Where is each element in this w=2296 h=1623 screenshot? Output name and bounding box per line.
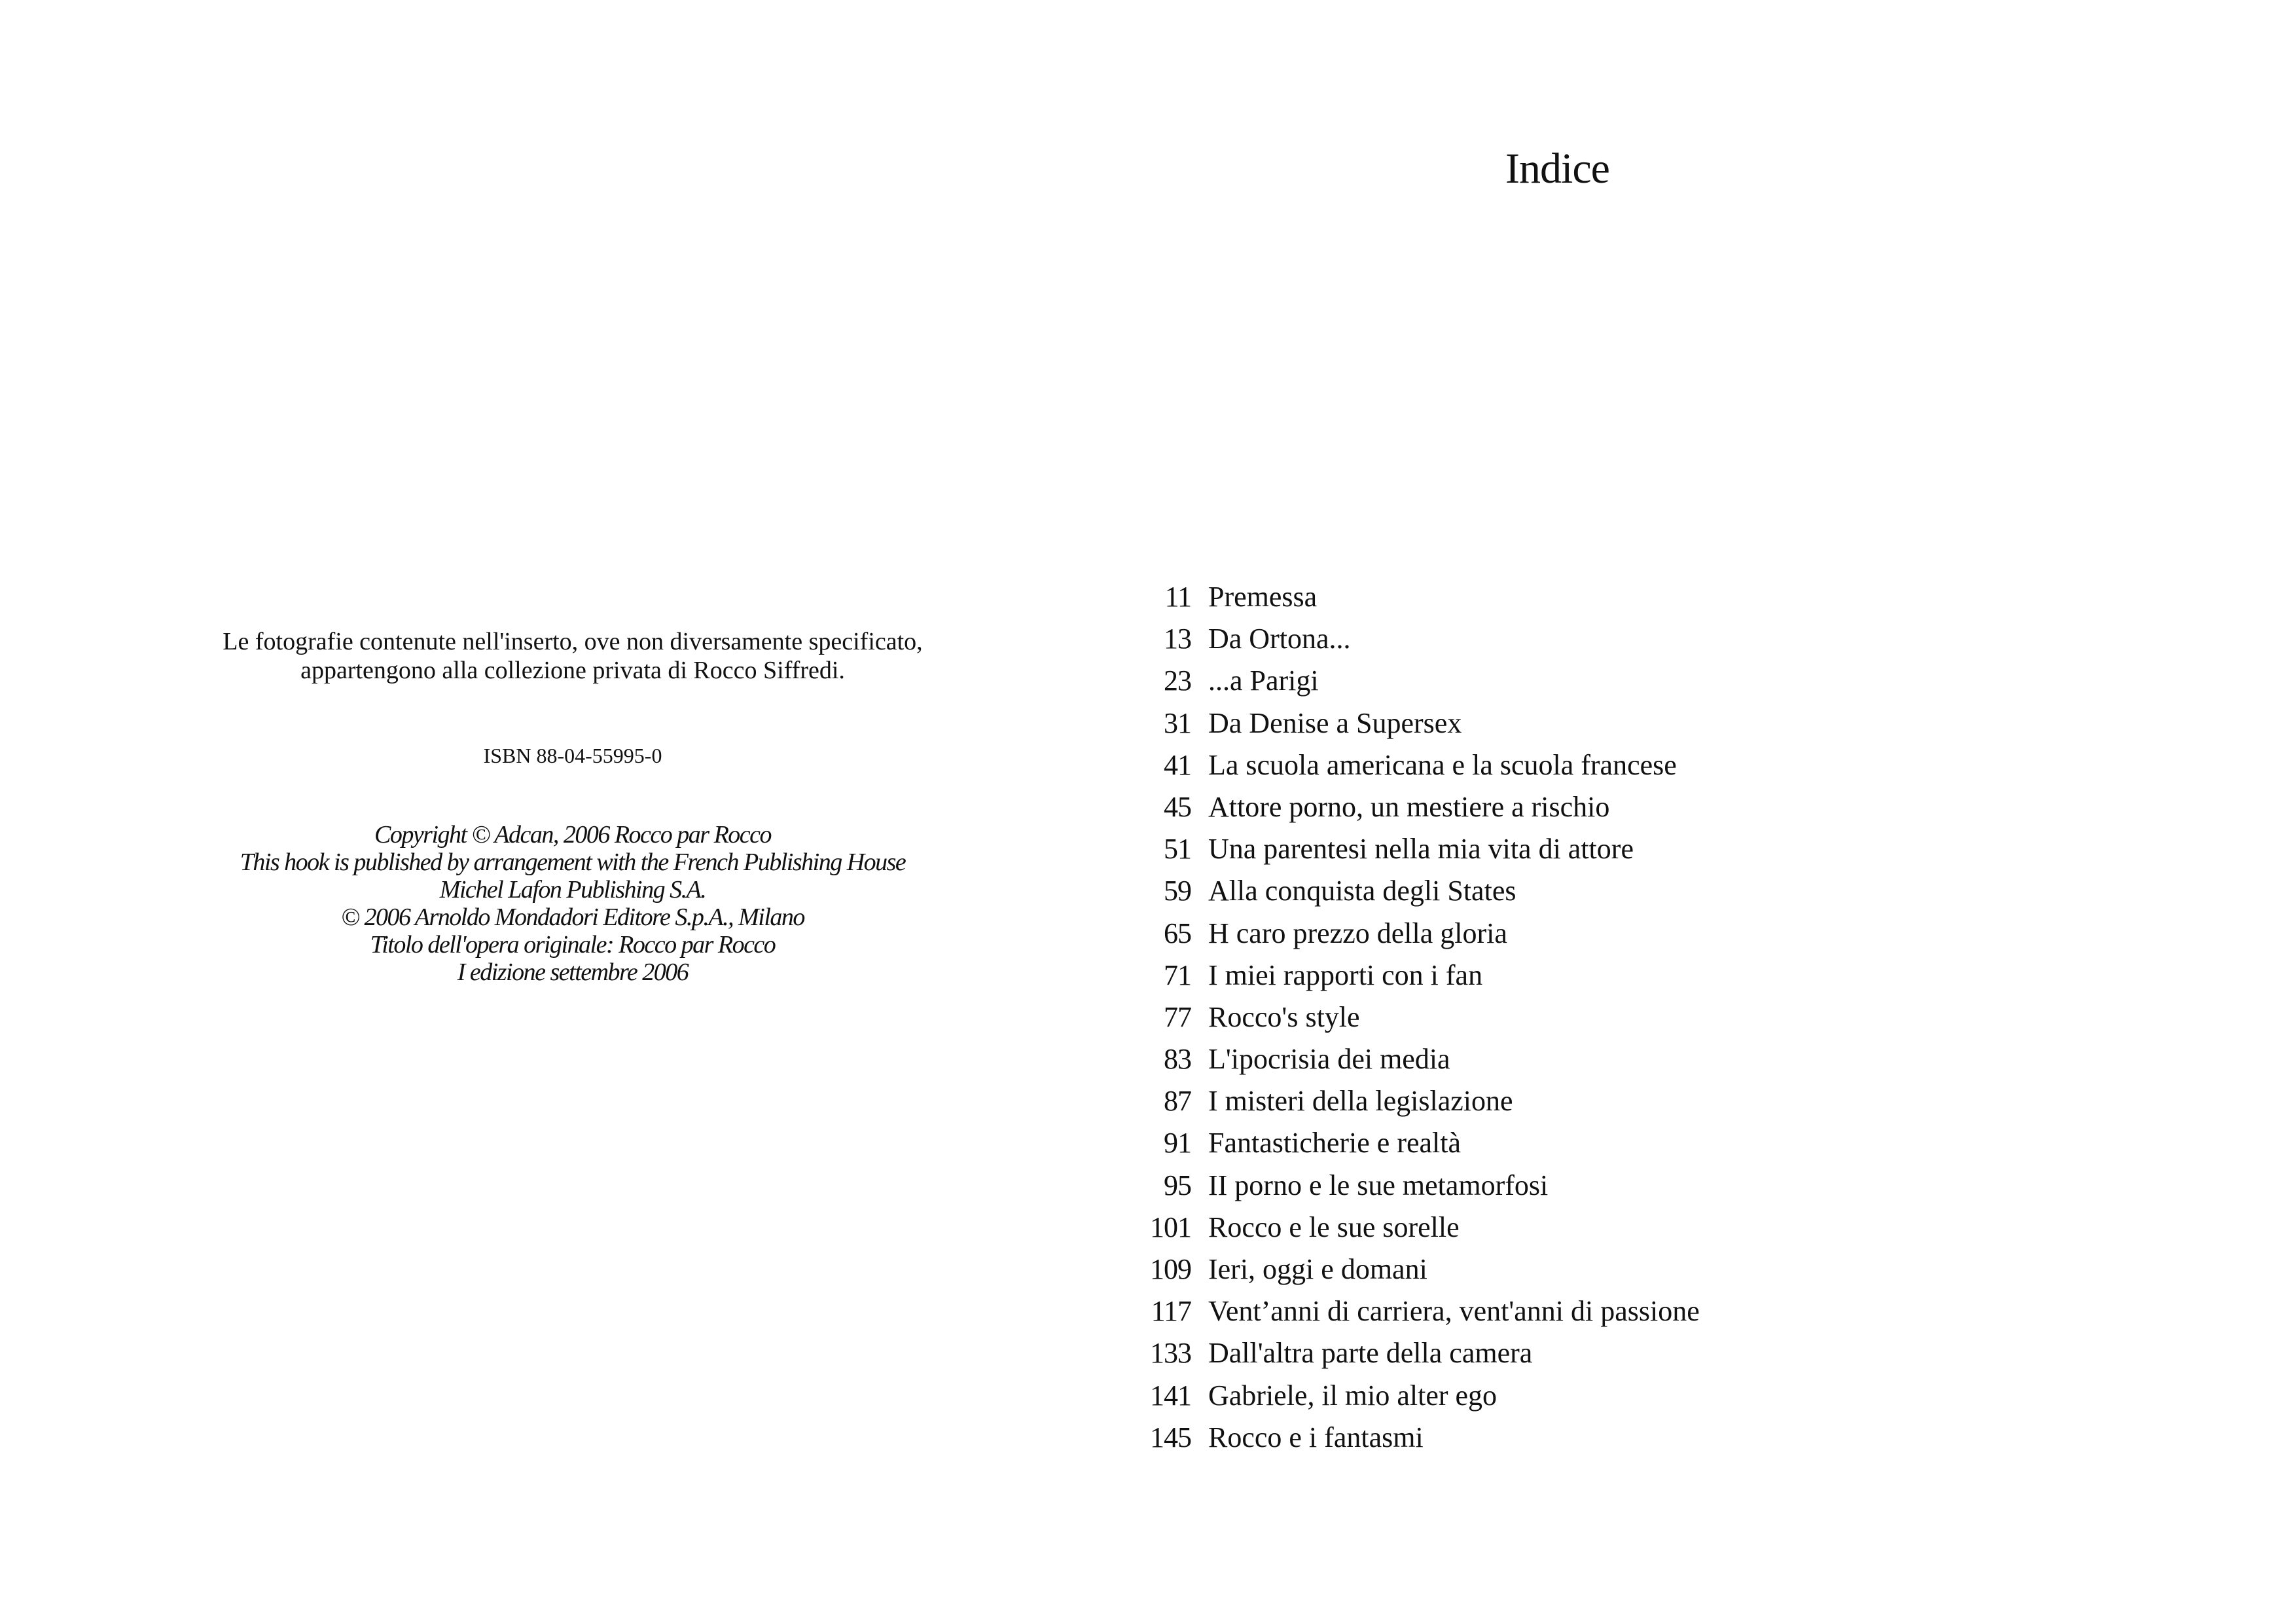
toc-chapter-title: Premessa xyxy=(1208,581,1318,613)
toc-chapter-title: H caro prezzo della gloria xyxy=(1208,917,1507,949)
copyright-notice xyxy=(164,821,982,986)
toc-chapter-title: Attore porno, un mestiere a rischio xyxy=(1208,790,1610,823)
toc-chapter-title: Rocco's style xyxy=(1208,1000,1360,1033)
toc-page-number: 117 xyxy=(1151,1295,1191,1328)
isbn-number xyxy=(164,742,982,769)
toc-chapter-title: Una parentesi nella mia vita di attore xyxy=(1208,833,1634,866)
toc-entry xyxy=(1113,1080,1964,1122)
isbn-text: ISBN 88-04-55995-0 xyxy=(483,744,662,767)
toc-chapter-title: Fantasticherie e realtà xyxy=(1208,1127,1462,1159)
toc-entry xyxy=(1113,996,1964,1038)
toc-page-number: 71 xyxy=(1164,958,1191,991)
toc-page-number: 145 xyxy=(1150,1421,1191,1453)
toc-page-number: 101 xyxy=(1150,1211,1191,1243)
toc-chapter-title: Rocco e le sue sorelle xyxy=(1208,1211,1460,1243)
toc-entry xyxy=(1113,1122,1964,1164)
toc-chapter-title: Da Denise a Supersex xyxy=(1208,706,1462,739)
toc-chapter-title: La scuola americana e la scuola francese xyxy=(1208,748,1677,781)
toc-entry xyxy=(1113,1207,1964,1249)
toc-page-number: 65 xyxy=(1164,917,1191,949)
toc-entry xyxy=(1113,576,1964,618)
toc-page-number: 51 xyxy=(1164,833,1191,866)
toc-page-number: 23 xyxy=(1164,665,1191,697)
copyright-line: Titolo dell'opera originale: Rocco par Rocco xyxy=(370,931,776,958)
table-of-contents xyxy=(1113,576,1964,1459)
toc-chapter-title: II porno e le sue metamorfosi xyxy=(1208,1169,1549,1201)
toc-entry xyxy=(1113,1417,1964,1459)
toc-entry xyxy=(1113,828,1964,870)
toc-chapter-title: Gabriele, il mio alter ego xyxy=(1208,1379,1498,1412)
photo-credit-line: Le fotografie contenute nell'inserto, ove non diversamente specificato, xyxy=(223,628,923,655)
toc-chapter-title: I miei rapporti con i fan xyxy=(1208,958,1483,991)
toc-page-number: 87 xyxy=(1164,1085,1191,1118)
toc-chapter-title: Da Ortona... xyxy=(1208,623,1351,655)
toc-page-number: 133 xyxy=(1150,1337,1191,1370)
toc-entry xyxy=(1113,786,1964,828)
toc-entry xyxy=(1113,702,1964,744)
toc-chapter-title: Dall'altra parte della camera xyxy=(1208,1337,1533,1370)
copyright-line: © 2006 Arnoldo Mondadori Editore S.p.A., Milano xyxy=(341,903,804,931)
toc-page-number: 109 xyxy=(1150,1253,1191,1285)
toc-page-number: 77 xyxy=(1164,1000,1191,1033)
toc-page-number: 95 xyxy=(1164,1169,1191,1201)
copyright-line: I edizione settembre 2006 xyxy=(457,958,689,986)
toc-entry xyxy=(1113,1290,1964,1332)
toc-page-number: 31 xyxy=(1164,706,1191,739)
toc-entry xyxy=(1113,744,1964,786)
toc-page-number: 83 xyxy=(1164,1043,1191,1076)
toc-chapter-title: Vent’anni di carriera, vent'anni di passione xyxy=(1208,1295,1700,1328)
toc-page-number: 141 xyxy=(1150,1379,1191,1412)
copyright-line: This hook is published by arrangement with the French Publishing House xyxy=(240,848,906,876)
toc-page-number: 13 xyxy=(1164,623,1191,655)
toc-entry xyxy=(1113,1332,1964,1374)
toc-entry xyxy=(1113,1038,1964,1080)
toc-chapter-title: I misteri della legislazione xyxy=(1208,1085,1513,1118)
toc-chapter-title: Ieri, oggi e domani xyxy=(1208,1253,1427,1285)
toc-page-number: 91 xyxy=(1164,1127,1191,1159)
toc-entry xyxy=(1113,1249,1964,1290)
toc-entry xyxy=(1113,618,1964,660)
toc-page-number: 59 xyxy=(1164,875,1191,907)
photo-credit-line: appartengono alla collezione privata di Rocco Siffredi. xyxy=(300,657,845,684)
toc-page-number: 45 xyxy=(1164,790,1191,823)
toc-title: Indice xyxy=(1505,145,1609,192)
photo-credit-note xyxy=(164,627,982,685)
toc-entry xyxy=(1113,660,1964,702)
toc-entry xyxy=(1113,870,1964,912)
toc-page-number: 41 xyxy=(1164,748,1191,781)
toc-chapter-title: ...a Parigi xyxy=(1208,665,1319,697)
toc-chapter-title: L'ipocrisia dei media xyxy=(1208,1043,1450,1076)
toc-page-number: 11 xyxy=(1164,581,1191,613)
copyright-line: Copyright © Adcan, 2006 Rocco par Rocco xyxy=(374,821,772,848)
copyright-line: Michel Lafon Publishing S.A. xyxy=(439,876,706,903)
toc-chapter-title: Rocco e i fantasmi xyxy=(1208,1421,1424,1453)
toc-entry xyxy=(1113,1165,1964,1207)
toc-entry xyxy=(1113,1375,1964,1417)
toc-chapter-title: Alla conquista degli States xyxy=(1208,875,1516,907)
toc-entry xyxy=(1113,955,1964,996)
toc-entry xyxy=(1113,913,1964,955)
